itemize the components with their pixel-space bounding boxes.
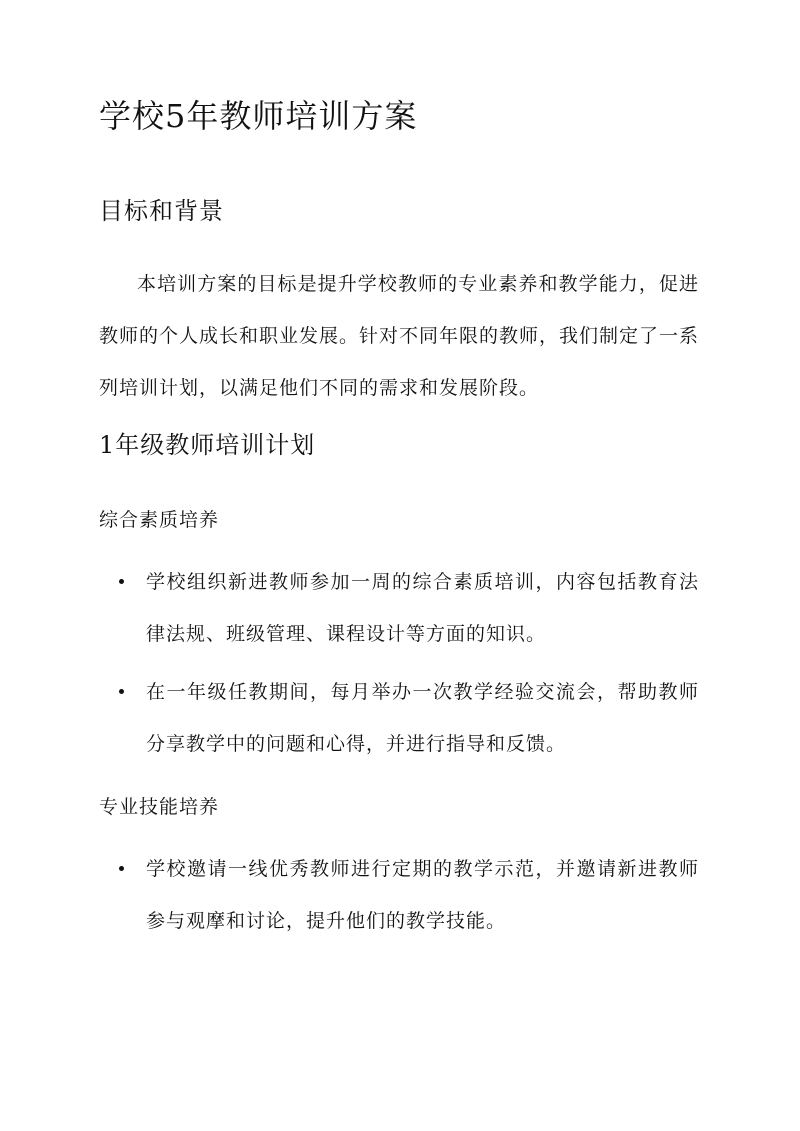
bullet-icon [119, 689, 124, 694]
bullet-icon [119, 579, 124, 584]
list-item-text: 学校邀请一线优秀教师进行定期的教学示范，并邀请新进教师参与观摩和讨论，提升他们的教学技能。 [146, 858, 699, 932]
section-heading-goals: 目标和背景 [99, 197, 224, 225]
list-item-text: 学校组织新进教师参加一周的综合素质培训，内容包括教育法律法规、班级管理、课程设计等方面的知识。 [146, 571, 699, 645]
list-item-text: 在一年级任教期间，每月举办一次教学经验交流会，帮助教师分享教学中的问题和心得，并进行指导和反馈。 [146, 681, 699, 755]
list-item [99, 666, 699, 770]
bullet-icon [119, 866, 124, 871]
document-title: 学校5年教师培训方案 [99, 97, 418, 135]
list-item [99, 843, 699, 947]
goals-paragraph: 本培训方案的目标是提升学校教师的专业素养和教学能力，促进教师的个人成长和职业发展。针对不同年限的教师，我们制定了一系列培训计划，以满足他们不同的需求和发展阶段。 [99, 273, 700, 399]
subsection-heading-professional-skills: 专业技能培养 [99, 796, 220, 818]
section-heading-grade1-plan: 1年级教师培训计划 [99, 431, 316, 459]
subsection-heading-comprehensive-quality: 综合素质培养 [99, 509, 220, 531]
list-item [99, 556, 699, 660]
